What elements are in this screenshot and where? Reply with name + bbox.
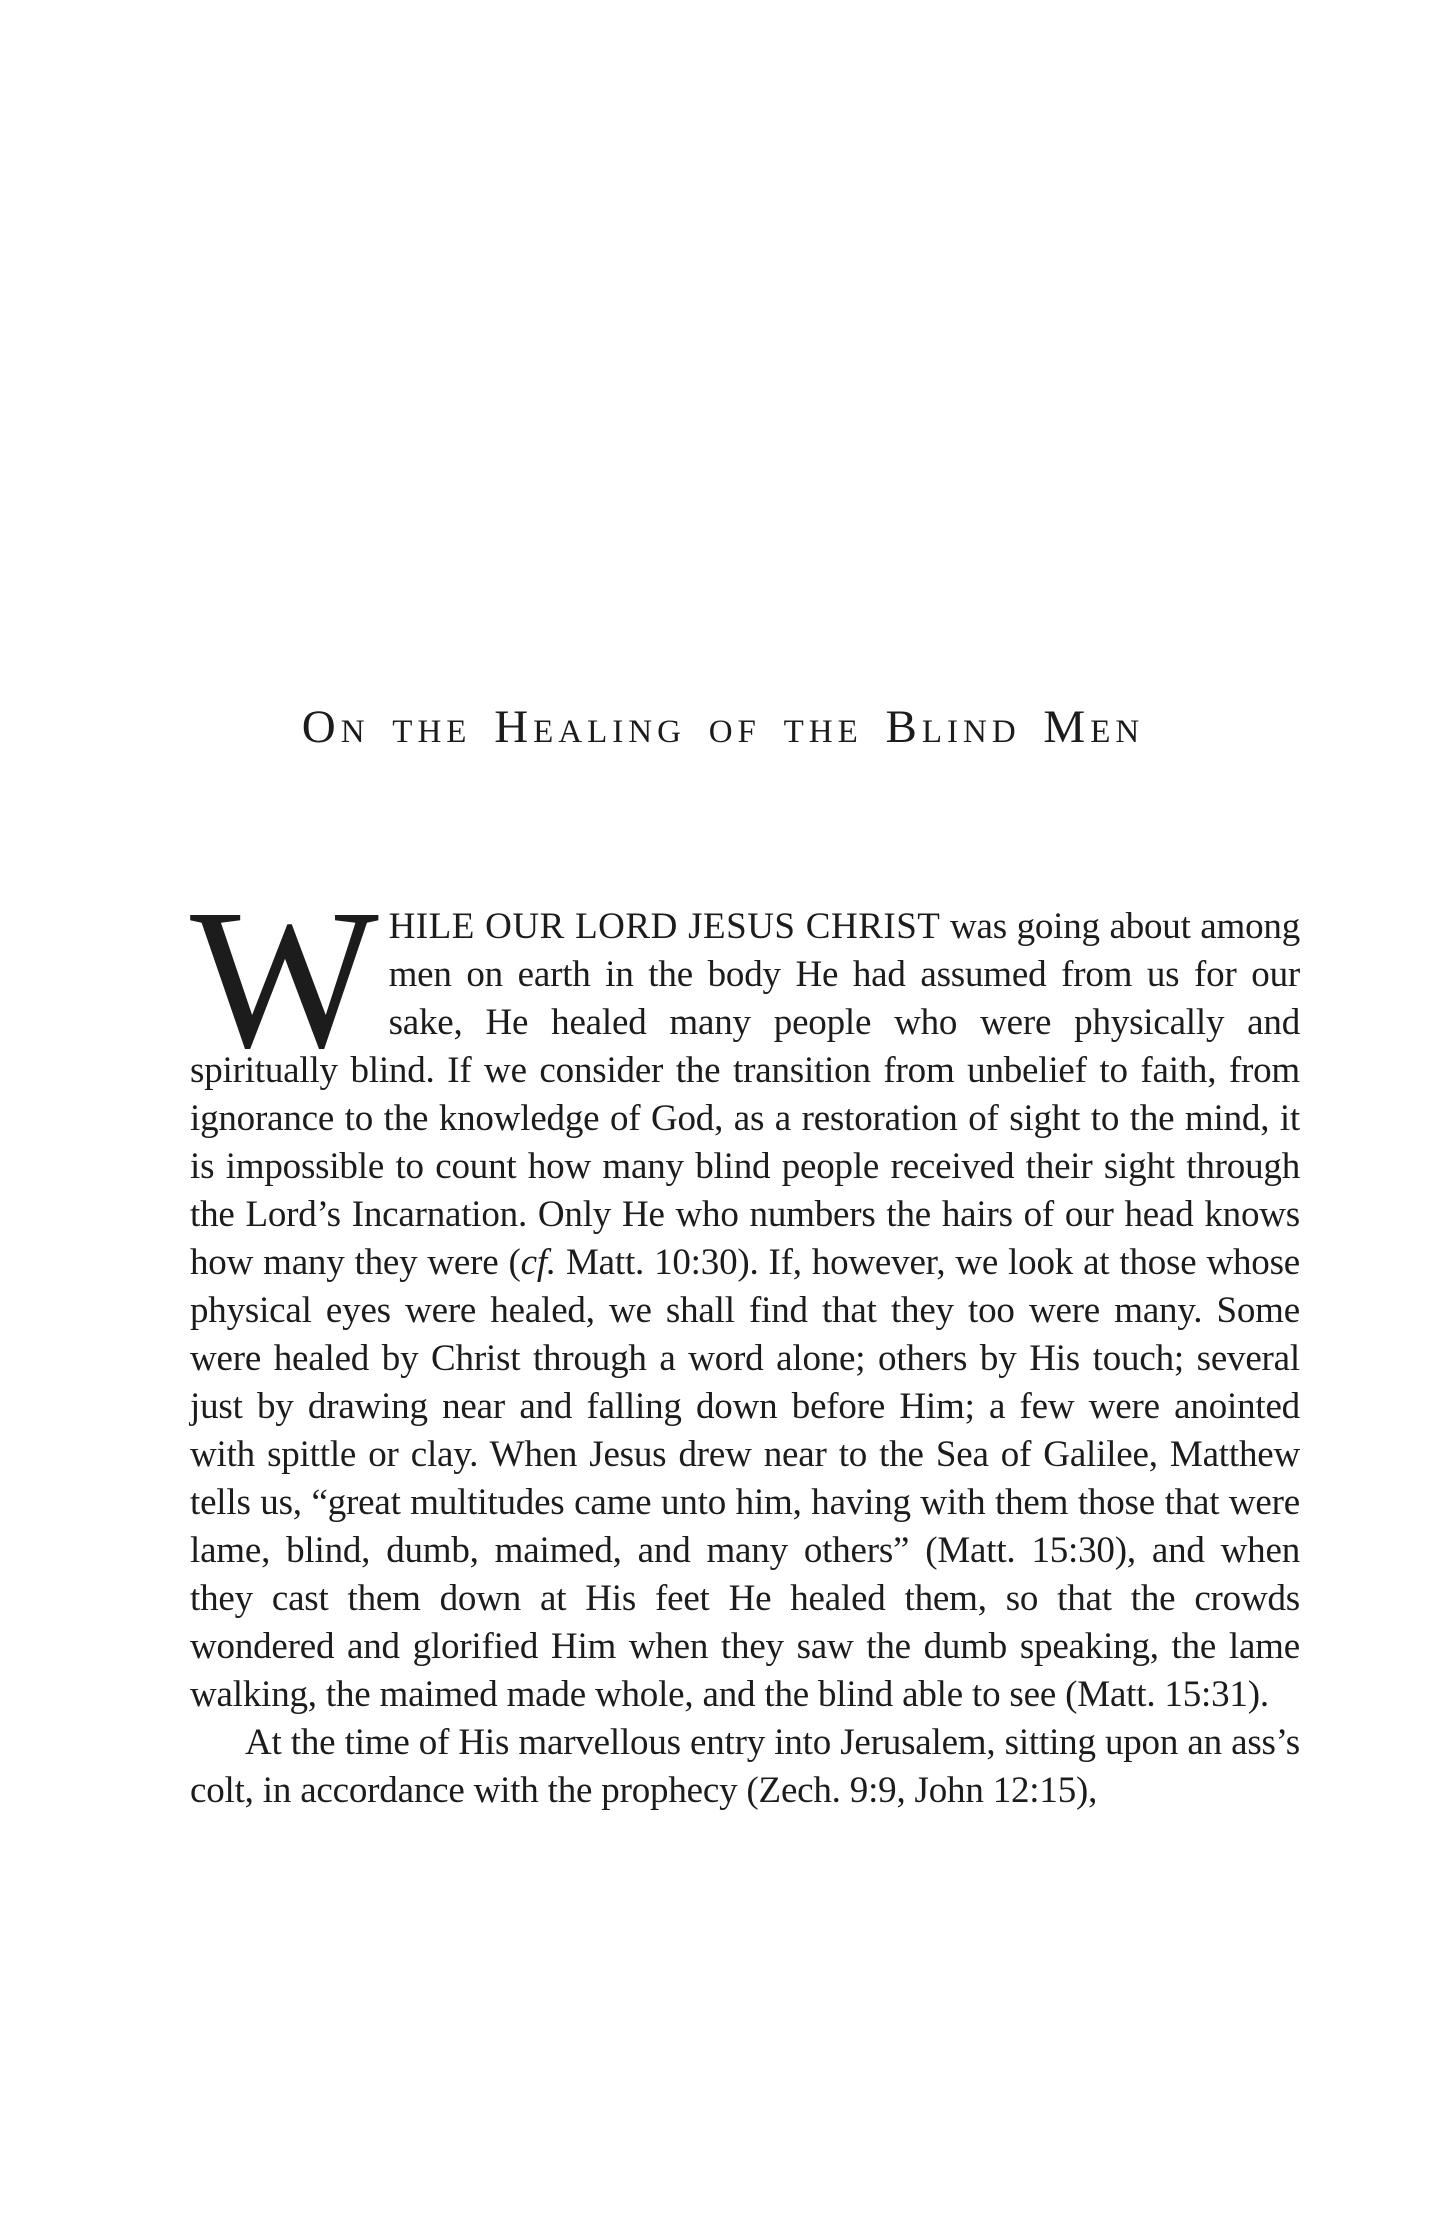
body-text bbox=[190, 869, 1300, 1815]
text-segment: Matt. 10:30). If, however, we look at those whose physical eyes were healed, we shall find that they too were many. Some were healed by Christ through a word alone; others by His touch; several just by drawing near and falling down before Him; a few were anointed with spittle or clay. When Jesus drew near to the Sea of Galilee, Matthew tells us, “great multitudes came unto him, having with them those that were lame, blind, dumb, maimed, and many others” (Matt. 15:30), and when they cast them down at His feet He healed them, so that the crowds wondered and glorified Him when they saw the dumb speaking, the lame walking, the maimed made whole, and the blind able to see (Matt. 15:31). bbox=[190, 1242, 1300, 1715]
chapter-title: On the Healing of the Blind Men bbox=[301, 701, 1145, 753]
text-segment: was going about among men on earth in the body He had assumed from us for our sake, He healed many people who were physically and spiritually blind. If we consider the transition from unbelief to faith, from ignorance to the knowledge of God, as a restoration of sight to the mind, it is impossible to count how many blind people received their sight through the Lord’s Incarnation. Only He who numbers the hairs of our head knows how many they were ( bbox=[190, 906, 1300, 1283]
text-segment: cf. bbox=[520, 1242, 556, 1283]
paragraph bbox=[190, 869, 1300, 1719]
paragraph bbox=[190, 1719, 1300, 1815]
text-segment: At the time of His marvellous entry into Jerusalem, sitting upon an ass’s colt, in accordance with the prophecy (Zech. 9:9, John 12:15), bbox=[190, 1722, 1300, 1811]
text-segment: HILE OUR LORD JESUS CHRIST bbox=[388, 906, 941, 947]
drop-cap: W bbox=[190, 869, 379, 1090]
